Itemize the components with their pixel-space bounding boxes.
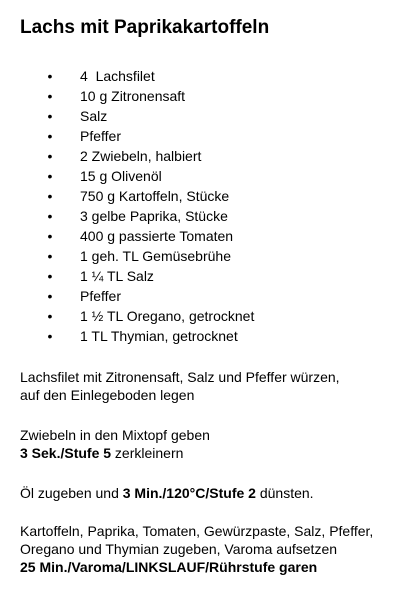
step-2-line-2 xyxy=(20,444,210,462)
bullet-icon: • xyxy=(47,328,53,344)
ingredient-text: Pfeffer xyxy=(80,288,121,304)
step-4-paragraph xyxy=(20,522,373,576)
ingredient-text: 4 Lachsfilet xyxy=(80,68,155,84)
step-3-paragraph xyxy=(20,484,314,502)
bullet-icon: • xyxy=(47,128,53,144)
bullet-icon: • xyxy=(47,228,53,244)
step-1-line-2: auf den Einlegeboden legen xyxy=(20,387,195,403)
step-1-paragraph xyxy=(20,368,340,404)
ingredient-text: 1 ½ TL Oregano, getrocknet xyxy=(80,308,255,324)
step-2-rest: zerkleinern xyxy=(111,445,184,461)
step-2-paragraph xyxy=(20,426,210,462)
ingredient-text: 400 g passierte Tomaten xyxy=(80,228,234,244)
bullet-icon: • xyxy=(47,268,53,284)
bullet-icon: • xyxy=(47,108,53,124)
bullet-icon: • xyxy=(47,68,53,84)
ingredient-text: 15 g Olivenöl xyxy=(80,168,162,184)
recipe-title: Lachs mit Paprikakartoffeln xyxy=(20,17,270,38)
bullet-icon: • xyxy=(47,208,53,224)
ingredient-text: 1 geh. TL Gemüsebrühe xyxy=(80,248,231,264)
bullet-icon: • xyxy=(47,188,53,204)
step-1-line-1: Lachsfilet mit Zitronensaft, Salz und Pfeffer würzen, xyxy=(20,369,340,385)
bullet-icon: • xyxy=(47,168,53,184)
ingredient-text: 750 g Kartoffeln, Stücke xyxy=(80,188,230,204)
bullet-icon: • xyxy=(47,308,53,324)
ingredient-text: 3 gelbe Paprika, Stücke xyxy=(80,208,228,224)
ingredient-text: Salz xyxy=(80,108,108,124)
ingredient-text: 10 g Zitronensaft xyxy=(80,88,186,104)
step-3-setting: 3 Min./120°C/Stufe 2 xyxy=(122,485,256,501)
step-2-line-1: Zwiebeln in den Mixtopf geben xyxy=(20,427,210,443)
ingredient-text: 1 TL Thymian, getrocknet xyxy=(80,328,238,344)
bullet-icon: • xyxy=(47,148,53,164)
step-3-pre: Öl zugeben und xyxy=(20,485,123,501)
step-3-line-1 xyxy=(20,484,314,502)
step-2-setting: 3 Sek./Stufe 5 xyxy=(20,445,112,461)
ingredient-text: 2 Zwiebeln, halbiert xyxy=(80,148,202,164)
step-3-post: dünsten. xyxy=(255,485,314,501)
bullet-icon: • xyxy=(47,248,53,264)
bullet-icon: • xyxy=(47,88,53,104)
step-4-line-1: Kartoffeln, Paprika, Tomaten, Gewürzpaste, Salz, Pfeffer, xyxy=(20,523,374,539)
step-4-line-2: Oregano und Thymian zugeben, Varoma aufsetzen xyxy=(20,541,338,557)
ingredient-text: 1 ¼ TL Salz xyxy=(80,268,154,284)
bullet-icon: • xyxy=(47,288,53,304)
step-4-setting: 25 Min./Varoma/LINKSLAUF/Rührstufe garen xyxy=(20,559,318,575)
ingredient-text: Pfeffer xyxy=(80,128,121,144)
